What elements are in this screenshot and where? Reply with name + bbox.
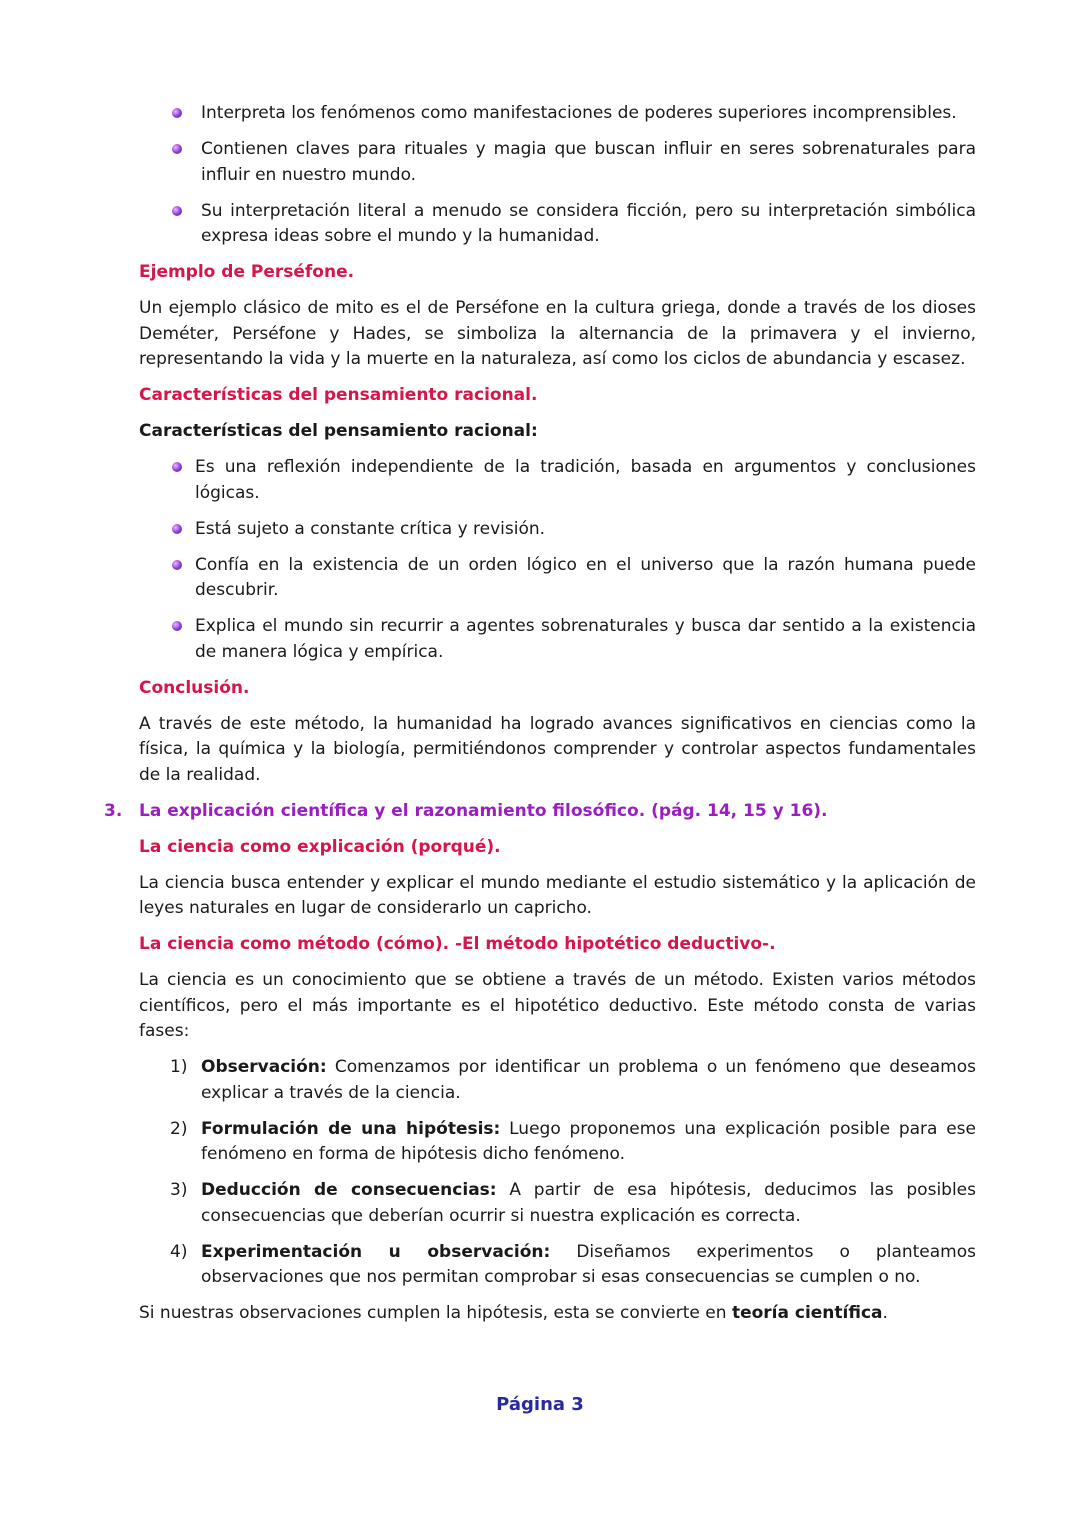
list-item xyxy=(139,1178,976,1229)
conclusion-heading: Conclusión. xyxy=(139,677,250,698)
explicacion-text: La ciencia busca entender y explicar el mundo mediante el estudio sistemático y la aplicación de leyes naturales en lugar de considerarlo un capricho. xyxy=(139,872,976,918)
page-number: Página 3 xyxy=(496,1394,584,1415)
bullet-icon xyxy=(172,621,182,631)
list-item-text: Confía en la existencia de un orden lógico en el universo que la razón humana puede descubrir. xyxy=(195,554,976,600)
list-item xyxy=(139,137,976,188)
rational-heading: Características del pensamiento racional. xyxy=(139,385,538,405)
list-item xyxy=(139,517,976,543)
metodo-heading: La ciencia como método (cómo). -El método hipotético deductivo-. xyxy=(139,934,776,954)
step-number: 1) xyxy=(170,1057,188,1077)
method-steps-list xyxy=(139,1055,976,1291)
list-item xyxy=(139,614,976,665)
step-term: Observación: xyxy=(201,1057,327,1077)
step-term: Experimentación u observación: xyxy=(201,1241,551,1262)
list-item-text: Explica el mundo sin recurrir a agentes sobrenaturales y busca dar sentido a la existencia de manera lógica y empírica. xyxy=(195,616,976,662)
persefone-text: Un ejemplo clásico de mito es el de Perséfone en la cultura griega, donde a través de los dioses Deméter, Perséfone y Hades, se simboliza la alternancia de la primavera y el invierno, representando la vida y la muerte en la naturaleza, así como los ciclos de abundancia y escasez. xyxy=(139,298,976,369)
explicacion-heading: La ciencia como explicación (porqué). xyxy=(139,836,501,857)
bullet-icon xyxy=(172,462,182,472)
list-item-text: Está sujeto a constante crítica y revisión. xyxy=(195,518,546,539)
rational-subheading: Características del pensamiento racional: xyxy=(139,421,538,441)
list-item xyxy=(139,1240,976,1291)
step-number: 3) xyxy=(170,1180,188,1200)
list-item-text: Contienen claves para rituales y magia que buscan influir en seres sobrenaturales para influir en nuestro mundo. xyxy=(201,139,976,185)
conclusion-text: A través de este método, la humanidad ha logrado avances significativos en ciencias como la física, la química y la biología, permitiéndonos comprender y controlar aspectos fundamentales de la realidad. xyxy=(139,713,976,785)
list-item xyxy=(139,455,976,506)
step-number: 2) xyxy=(170,1118,188,1139)
section-3-heading xyxy=(104,799,976,825)
bullet-icon xyxy=(172,560,182,570)
step-text: A partir de esa hipótesis, deducimos las posibles consecuencias que deberían ocurrir si nuestra explicación es correcta. xyxy=(201,1180,976,1226)
list-item-text: Interpreta los fenómenos como manifestaciones de poderes superiores incomprensibles. xyxy=(201,103,957,123)
persefone-heading: Ejemplo de Perséfone. xyxy=(139,262,355,282)
bullet-icon xyxy=(172,524,182,534)
step-term: Deducción de consecuencias: xyxy=(201,1180,497,1200)
list-item xyxy=(139,1055,976,1106)
list-item-text: Su interpretación literal a menudo se considera ficción, pero su interpretación simbólica expresa ideas sobre el mundo y la humanidad. xyxy=(201,200,976,246)
final-sentence xyxy=(139,1301,976,1327)
section-title: La explicación científica y el razonamiento filosófico. (pág. 14, 15 y 16). xyxy=(139,800,828,821)
page-content xyxy=(104,101,977,1337)
myth-characteristics-list xyxy=(139,101,976,250)
bullet-icon xyxy=(172,144,182,154)
step-text: Diseñamos experimentos o planteamos observaciones que nos permitan comprobar si esas consecuencias se cumplen o no. xyxy=(201,1241,976,1287)
step-number: 4) xyxy=(170,1241,188,1262)
rational-list xyxy=(139,455,976,665)
bullet-icon xyxy=(172,206,182,216)
list-item-text: Es una reflexión independiente de la tradición, basada en argumentos y conclusiones lógicas. xyxy=(195,457,976,503)
list-item xyxy=(139,101,976,127)
step-term: Formulación de una hipótesis: xyxy=(201,1118,501,1139)
metodo-text: La ciencia es un conocimiento que se obtiene a través de un método. Existen varios métodos científicos, pero el más importante es el hipotético deductivo. Este método consta de varias fases: xyxy=(139,970,976,1041)
list-item xyxy=(139,1117,976,1168)
final-punct: . xyxy=(882,1303,888,1323)
final-text: Si nuestras observaciones cumplen la hipótesis, esta se convierte en xyxy=(139,1303,732,1323)
list-item xyxy=(139,553,976,604)
step-text: Luego proponemos una explicación posible para ese fenómeno en forma de hipótesis dicho fenómeno. xyxy=(201,1118,977,1164)
step-text: Comenzamos por identificar un problema o un fenómeno que deseamos explicar a través de la ciencia. xyxy=(201,1057,976,1103)
final-bold-term: teoría científica xyxy=(731,1303,883,1323)
section-number: 3. xyxy=(104,800,123,821)
list-item xyxy=(139,199,976,250)
bullet-icon xyxy=(172,108,182,118)
